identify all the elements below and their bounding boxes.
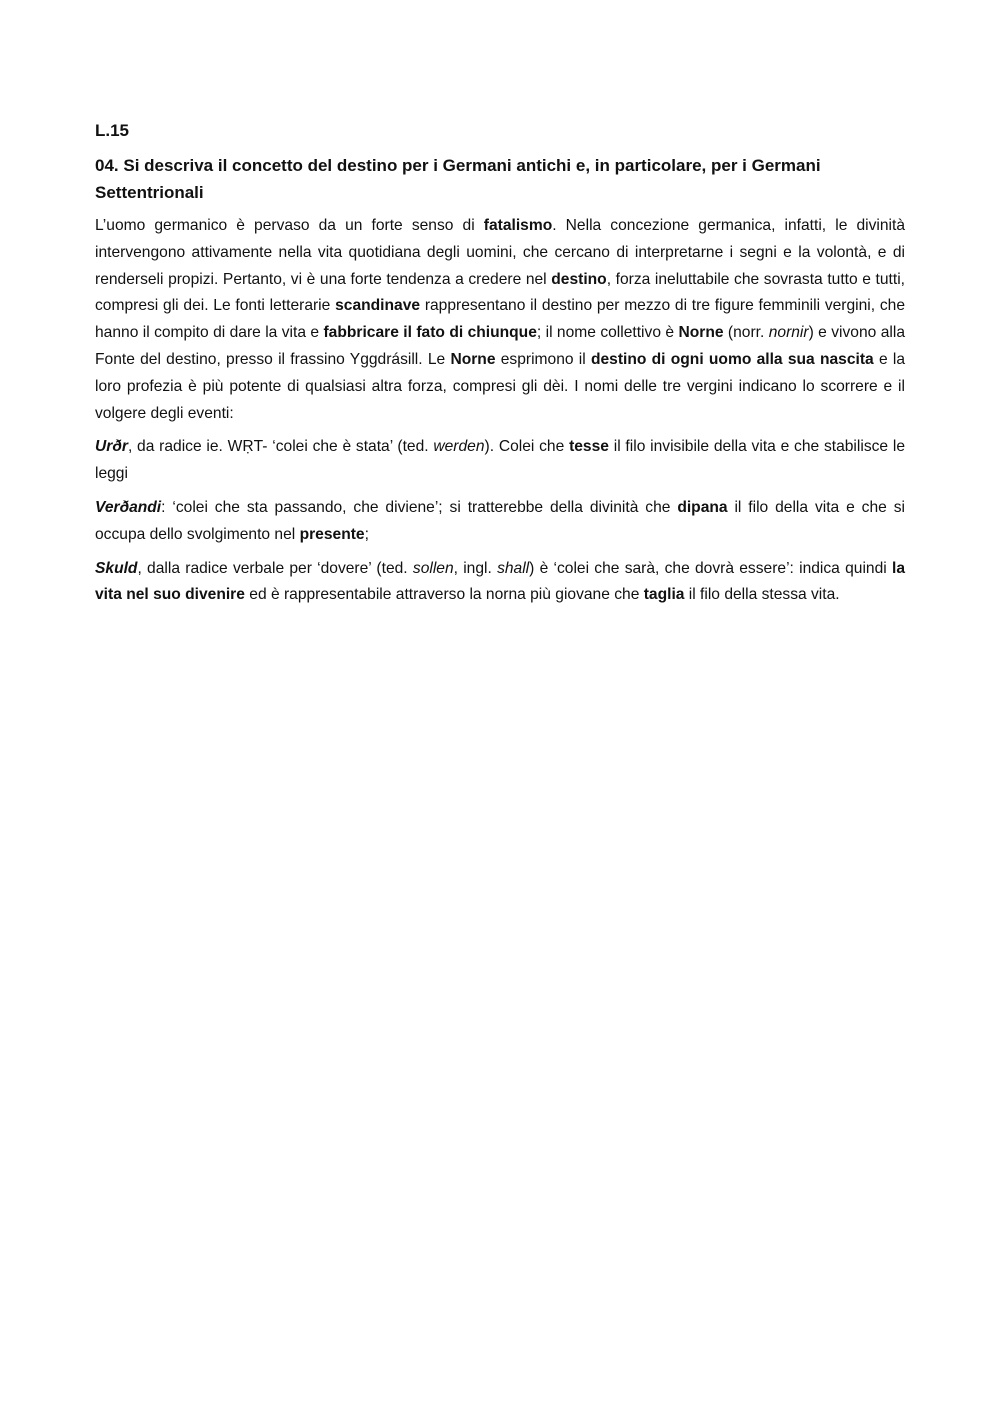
bold-text: scandinave — [335, 297, 421, 315]
text-run: rappresentano il destino per mezzo di tre figure femminili vergini, che hanno il compito di dare la vita e — [95, 297, 905, 342]
text-run: , ingl. — [453, 559, 498, 577]
text-run: il filo della stessa vita. — [684, 586, 840, 604]
lesson-number: L.15 — [95, 121, 130, 140]
text-run: , forza ineluttabile che sovrasta tutto e tutti, compresi gli dei. Le fonti letterarie — [95, 270, 905, 315]
bold-text: destino di ogni uomo alla sua nascita — [590, 350, 874, 368]
bold-text: Norne — [450, 350, 496, 368]
text-run: ; — [364, 525, 369, 543]
text-run: ) è ‘colei che sarà, che dovrà essere’: indica quindi — [529, 559, 892, 577]
bold-text: dipana — [677, 498, 728, 516]
text-run: il filo della vita e che si occupa dello svolgimento nel — [95, 498, 905, 543]
skuld-paragraph — [95, 556, 905, 610]
text-run: ) e vivono alla Fonte del destino, presso il frassino Yggdrásill. Le — [95, 324, 905, 368]
text-run: ; il nome collettivo è — [536, 324, 679, 342]
text-run: ). Colei che — [484, 438, 570, 456]
term-name: Urðr — [95, 438, 128, 456]
document-page — [95, 118, 905, 616]
verdandi-paragraph — [95, 495, 905, 549]
italic-text: shall — [497, 559, 530, 577]
bold-text: fabbricare il fato di chiunque — [323, 324, 537, 342]
text-run: e la loro profezia è più potente di qualsiasi altra forza, compresi gli dèi. I nomi delle tre vergini indicano lo scorrere e il volgere degli eventi: — [95, 350, 905, 422]
bold-text: Norne — [678, 324, 724, 342]
term-name: Verðandi — [95, 498, 162, 516]
text-run: (norr. — [723, 324, 769, 342]
urdr-paragraph — [95, 434, 905, 488]
text-run: , dalla radice verbale per ‘dovere’ (ted. — [137, 559, 413, 577]
text-run: . Nella concezione germanica, infatti, le divinità intervengono attivamente nella vita quotidiana degli uomini, che cercano di interpretarne i segni e la volontà, e di renderseli propizi. Pertanto, vi è una forte tendenza a credere nel — [95, 217, 905, 288]
text-run: il filo invisibile della vita e che stabilisce le leggi — [95, 438, 906, 483]
bold-text: tesse — [569, 438, 609, 456]
text-run: : ‘colei che sta passando, che diviene’; si tratterebbe della divinità che — [161, 498, 678, 516]
intro-paragraph — [95, 213, 905, 427]
bold-text: destino — [551, 270, 607, 288]
question-heading: 04. Si descriva il concetto del destino per i Germani antichi e, in particolare, per i Germani Settentrionali — [95, 156, 821, 202]
text-run: L’uomo germanico è pervaso da un forte senso di — [95, 217, 484, 234]
text-run: , da radice ie. WṚT- ‘colei che è stata’ (ted. — [127, 438, 434, 456]
term-name: Skuld — [95, 559, 138, 577]
italic-text: sollen — [412, 559, 454, 577]
bold-text: fatalismo — [483, 217, 553, 234]
text-run: ed è rappresentabile attraverso la norna più giovane che — [244, 586, 644, 604]
bold-text: taglia — [643, 586, 685, 604]
text-run: esprimono il — [495, 350, 591, 368]
italic-text: nornir — [768, 324, 809, 342]
italic-text: werden — [433, 438, 485, 456]
bold-text: la vita nel suo divenire — [95, 559, 905, 604]
bold-text: presente — [299, 525, 365, 543]
